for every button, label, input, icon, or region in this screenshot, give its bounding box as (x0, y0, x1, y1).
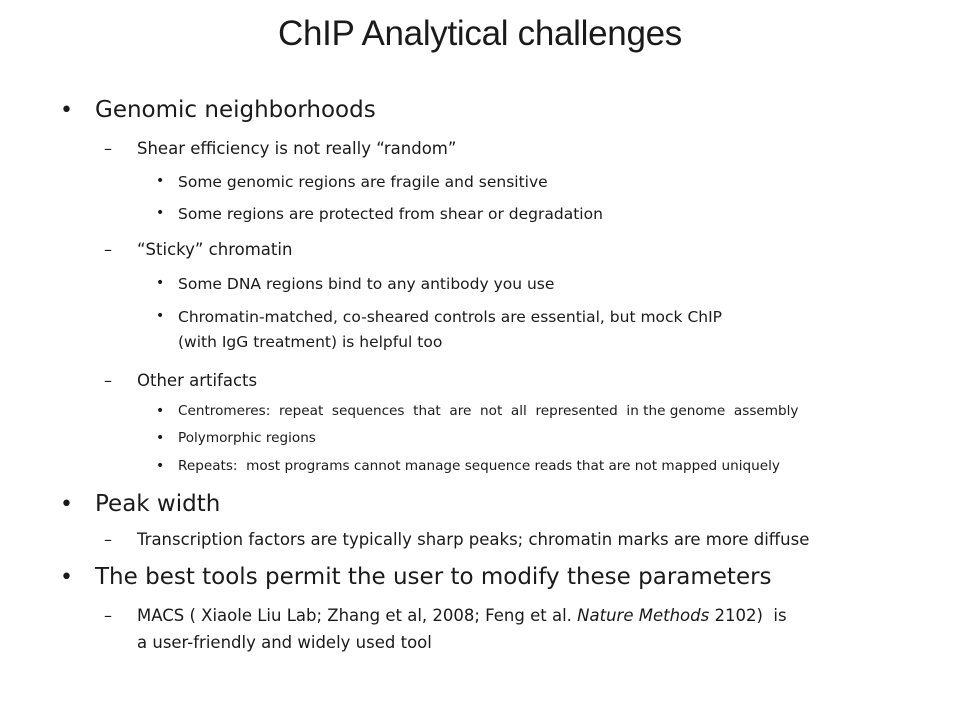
heading-peak-width: Peak width (95, 491, 221, 517)
bullet-dot: • (60, 565, 73, 590)
item-transcription-factors: Transcription factors are typically sharp peaks; chromatin marks are more diffuse (137, 530, 810, 549)
item-fragile-regions: Some genomic regions are fragile and sensitive (178, 173, 548, 191)
item-chromatin-matched-controls-cont: (with IgG treatment) is helpful too (178, 333, 443, 351)
macs-citation: MACS ( Xiaole Liu Lab; Zhang et al, 2008; Feng et al. (137, 606, 578, 625)
item-chromatin-matched-controls: Chromatin-matched, co-sheared controls are essential, but mock ChIP (178, 308, 723, 326)
heading-best-tools: The best tools permit the user to modify these parameters (95, 564, 772, 590)
slide-title: ChIP Analytical challenges (277, 14, 683, 53)
item-macs-cont: a user-friendly and widely used tool (137, 633, 432, 652)
bullet-dot: • (156, 205, 165, 221)
item-macs (137, 606, 787, 625)
item-repeats: Repeats: most programs cannot manage sequence reads that are not mapped uniquely (178, 458, 780, 474)
bullet-dot: • (156, 308, 165, 324)
item-other-artifacts: Other artifacts (137, 371, 258, 390)
bullet-dot: • (156, 173, 165, 189)
heading-genomic-neighborhoods: Genomic neighborhoods (95, 97, 376, 123)
item-protected-regions: Some regions are protected from shear or degradation (178, 205, 603, 223)
bullet-dash: – (104, 240, 112, 259)
bullet-dash: – (104, 139, 112, 158)
item-centromeres: Centromeres: repeat sequences that are not all represented in the genome assembly (178, 403, 799, 419)
bullet-dot: • (60, 492, 73, 517)
item-shear-efficiency: Shear efficiency is not really “random” (137, 139, 457, 158)
bullet-dash: – (104, 530, 112, 549)
item-sticky-chromatin: “Sticky” chromatin (137, 240, 293, 259)
item-polymorphic-regions: Polymorphic regions (178, 430, 316, 446)
macs-year: 2102) is (709, 606, 787, 625)
item-dna-regions-bind: Some DNA regions bind to any antibody you use (178, 275, 555, 293)
bullet-dot: • (156, 430, 165, 446)
bullet-dash: – (104, 606, 112, 625)
bullet-dot: • (156, 403, 165, 419)
bullet-dot: • (156, 458, 165, 474)
bullet-dot: • (156, 275, 165, 291)
macs-journal: Nature Methods (577, 606, 710, 625)
bullet-dash: – (104, 371, 112, 390)
bullet-dot: • (60, 98, 73, 123)
